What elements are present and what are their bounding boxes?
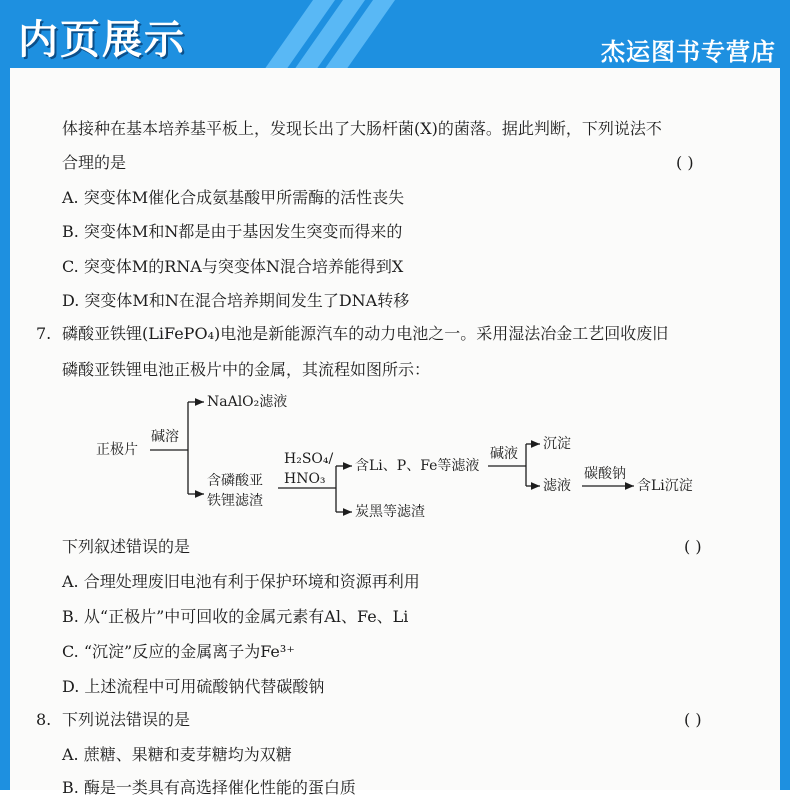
flow-step1: 碱溶 xyxy=(151,429,179,445)
q7-stem-line2: 磷酸亚铁锂电池正极片中的金属，其流程如图所示： xyxy=(62,360,431,379)
q6-option-a: A. 突变体M催化合成氨基酸甲所需酶的活性丧失 xyxy=(62,188,405,207)
flow-filtrate2: 滤液 xyxy=(543,478,571,494)
q7-ask: 下列叙述错误的是 xyxy=(62,537,191,556)
frame-right xyxy=(780,68,790,790)
q7-stem-line1: 磷酸亚铁锂(LiFePO₄)电池是新能源汽车的动力电池之一。采用湿法冶金工艺回收废旧 xyxy=(62,324,669,343)
q7-number: 7. xyxy=(36,324,52,343)
q7-option-c: C. “沉淀”反应的金属离子为Fe³⁺ xyxy=(62,642,295,661)
flow-acid-line2: HNO₃ xyxy=(284,471,326,487)
flow-final: 含Li沉淀 xyxy=(637,478,693,494)
q6-option-c: C. 突变体M的RNA与突变体N混合培养能得到X xyxy=(62,257,404,276)
flow-step2: 碱液 xyxy=(490,446,518,462)
q8-stem: 下列说法错误的是 xyxy=(62,710,191,729)
q8-option-b: B. 酶是一类具有高选择催化性能的蛋白质 xyxy=(62,778,356,797)
q8-answer-paren: ( ) xyxy=(684,710,702,729)
flow-residue-line1: 含磷酸亚 xyxy=(207,473,263,489)
q8-option-a: A. 蔗糖、果糖和麦芽糖均为双糖 xyxy=(62,745,292,764)
q8-number: 8. xyxy=(36,710,52,729)
q6-stem-line1: 体接种在基本培养基平板上，发现长出了大肠杆菌(X)的菌落。据此判断，下列说法不 xyxy=(62,119,662,138)
flow-acid-line1: H₂SO₄/ xyxy=(284,451,334,467)
flow-reagent: 碳酸钠 xyxy=(584,466,626,482)
q7-option-b: B. 从“正极片”中可回收的金属元素有Al、Fe、Li xyxy=(62,607,409,626)
q6-stem-line2: 合理的是 xyxy=(62,153,127,172)
q7-option-d: D. 上述流程中可用硫酸钠代替碳酸钠 xyxy=(62,677,325,696)
flow-carbon-residue: 炭黑等滤渣 xyxy=(355,504,425,520)
banner-title: 内页展示 xyxy=(18,17,186,63)
flow-product-top: NaAlO₂滤液 xyxy=(207,394,288,410)
frame-left xyxy=(0,68,10,790)
q6-answer-paren: ( ) xyxy=(676,153,694,172)
flow-precipitate: 沉淀 xyxy=(543,436,571,452)
q6-option-b: B. 突变体M和N都是由于基因发生突变而得来的 xyxy=(62,222,403,241)
flow-start: 正极片 xyxy=(96,442,138,458)
flow-filtrate: 含Li、P、Fe等滤液 xyxy=(355,458,480,474)
q6-option-d: D. 突变体M和N在混合培养期间发生了DNA转移 xyxy=(62,291,410,310)
flow-residue-line2: 铁锂滤渣 xyxy=(207,493,263,509)
shop-name: 杰运图书专营店 xyxy=(601,37,776,66)
q7-answer-paren: ( ) xyxy=(684,537,702,556)
q7-option-a: A. 合理处理废旧电池有利于保护环境和资源再利用 xyxy=(62,572,420,591)
header-banner xyxy=(0,0,790,68)
